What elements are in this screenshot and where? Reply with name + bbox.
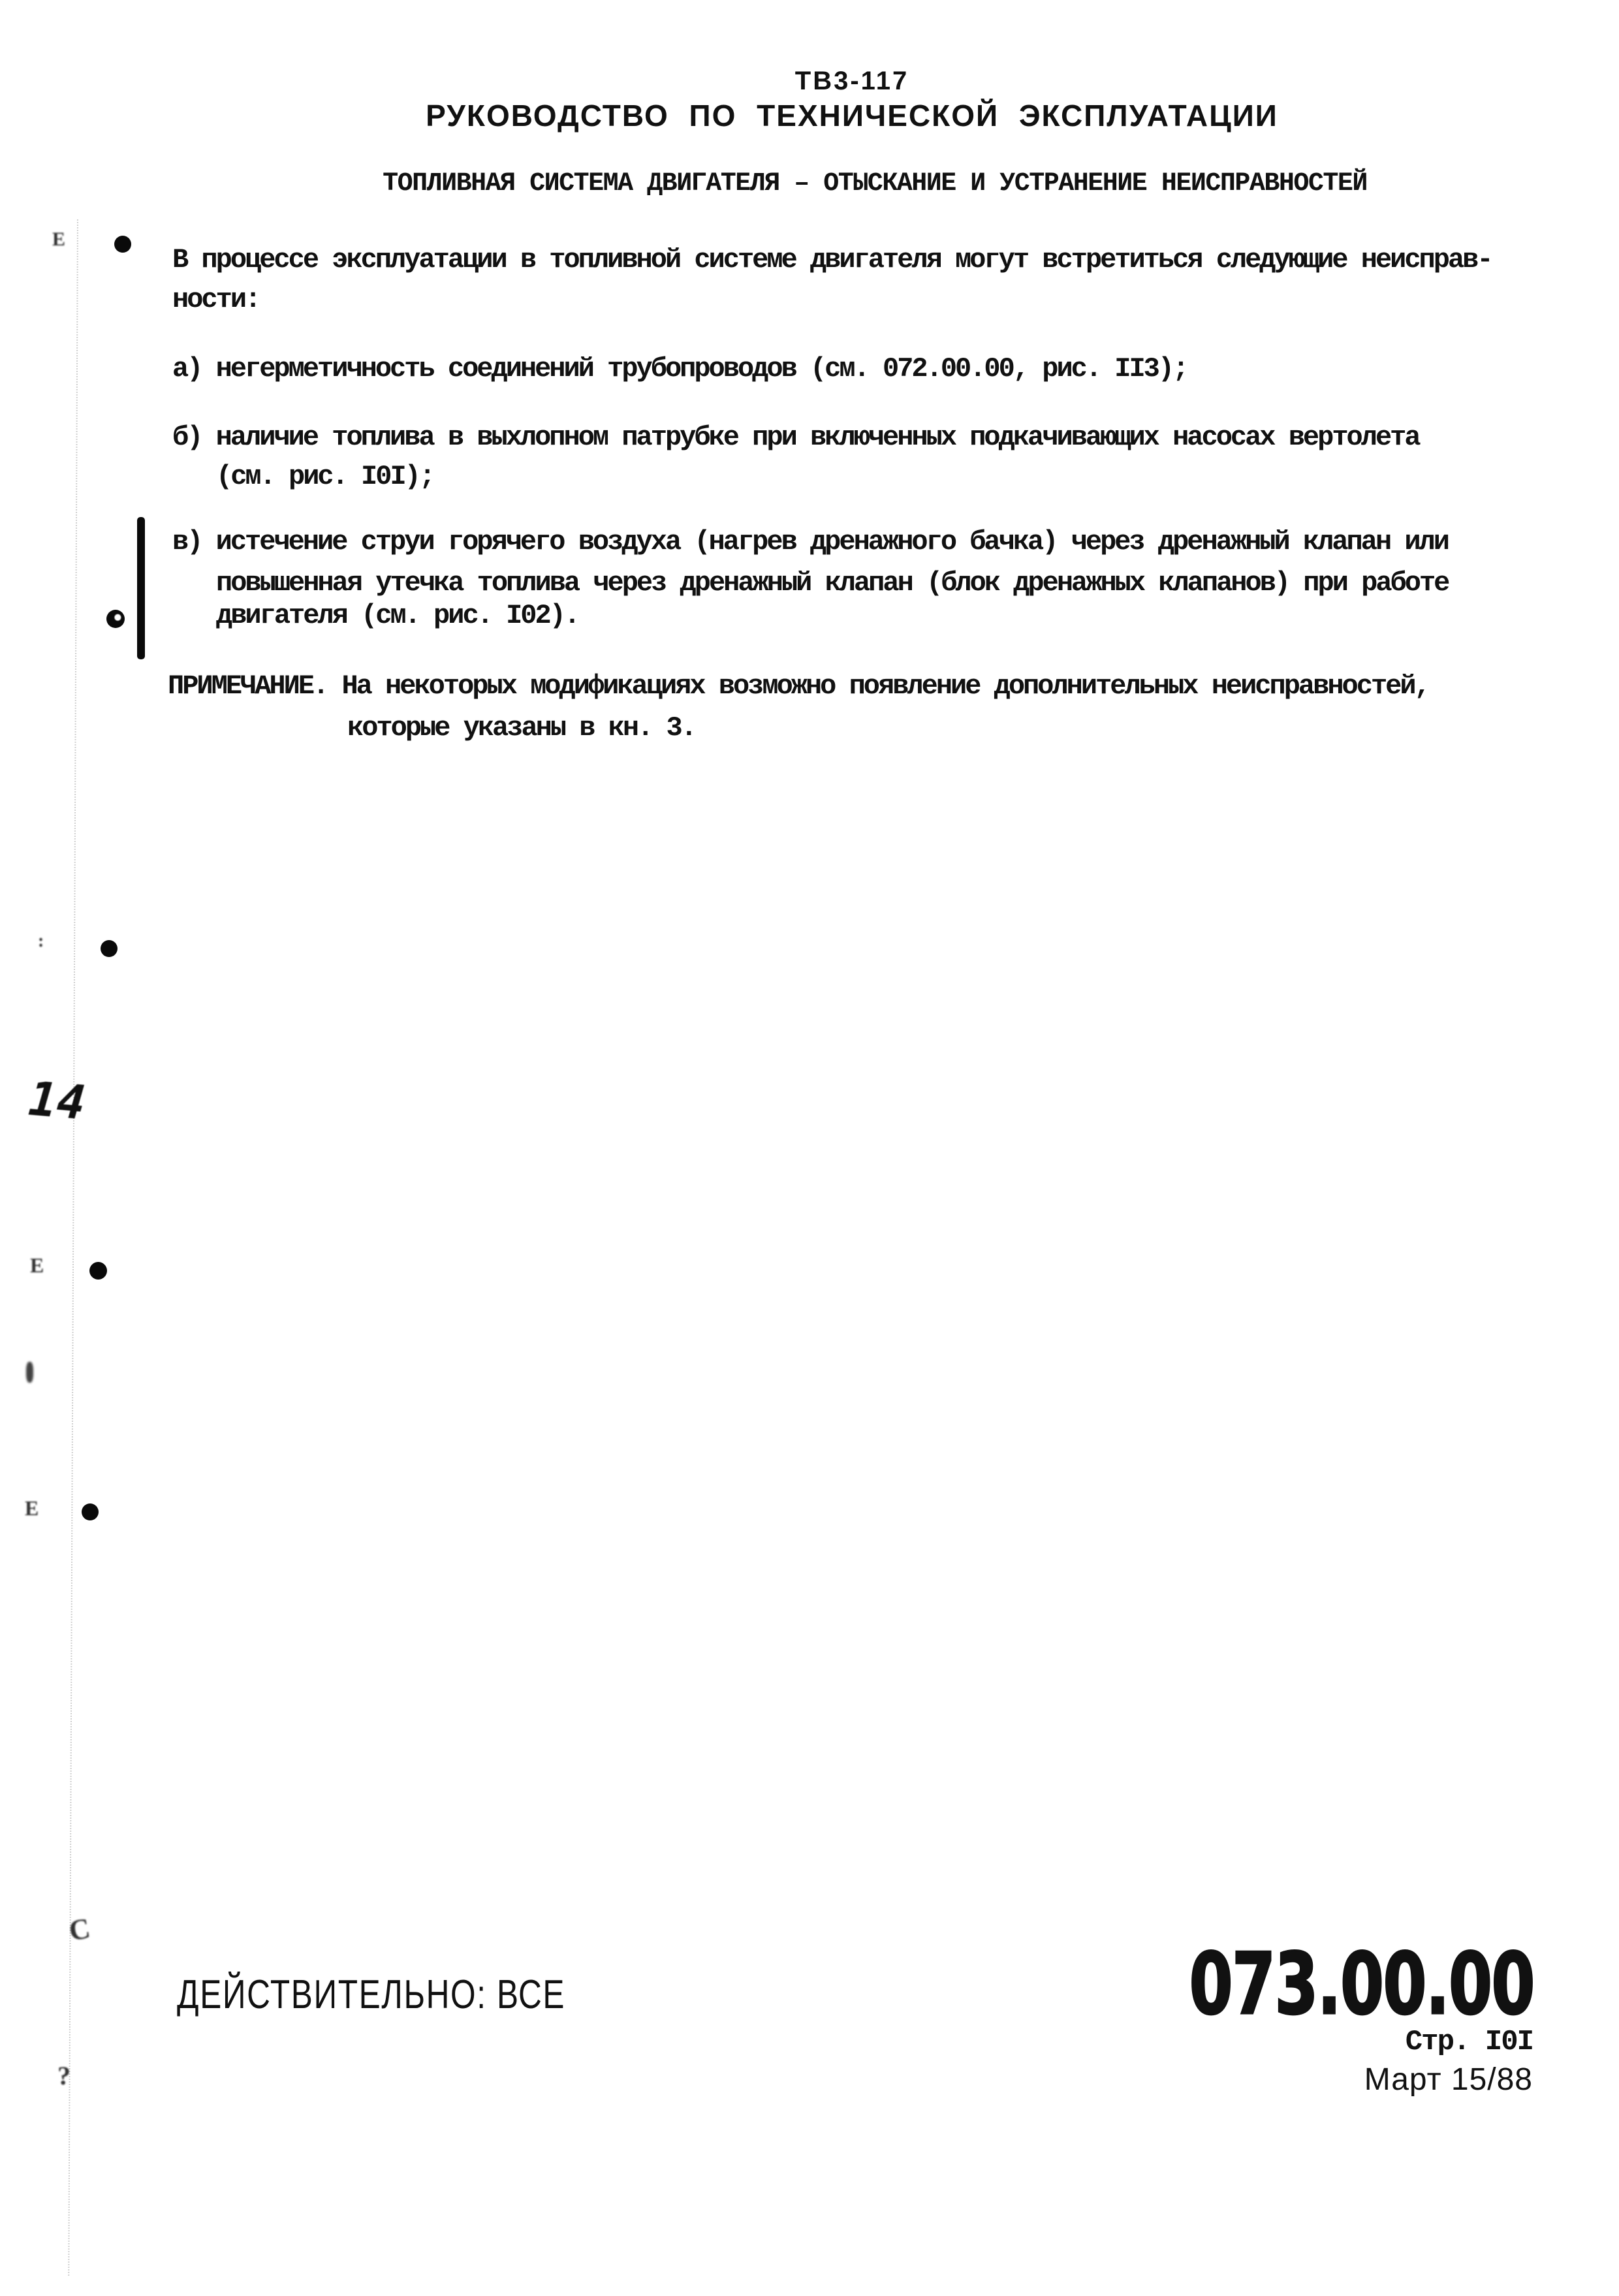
- fault-item-v-line-2: повышенная утечка топлива через дренажный клапан (блок дренажных клапанов) при работе: [216, 567, 1449, 599]
- fault-item-b-line-1: б) наличие топлива в выхлопном патрубке при включенных подкачивающих насосах вертолета: [172, 422, 1419, 453]
- note-line-1: ПРИМЕЧАНИЕ. На некоторых модификациях возможно появление дополнительных неисправностей,: [168, 670, 1429, 702]
- ink-dot: [82, 1503, 99, 1520]
- fault-item-b-line-2: (см. рис. I0I);: [216, 461, 434, 492]
- handwritten-number: 14: [26, 1071, 88, 1131]
- fault-item-a: а) негерметичность соединений трубопроводов (см. 072.00.00, рис. II3);: [172, 353, 1187, 385]
- change-bar: [137, 517, 145, 659]
- page-number: Стр. I0I: [1405, 2026, 1533, 2058]
- fault-item-v-line-3: двигателя (см. рис. I02).: [216, 600, 579, 631]
- ink-smudge: Е: [25, 1496, 39, 1520]
- revision-date: Март 15/88: [1364, 2062, 1533, 2097]
- doc-subtitle: ТОПЛИВНАЯ СИСТЕМА ДВИГАТЕЛЯ – ОТЫСКАНИЕ И УСТРАНЕНИЕ НЕИСПРАВНОСТЕЙ: [383, 169, 1367, 198]
- fault-item-v-line-1: в) истечение струи горячего воздуха (нагрев дренажного бачка) через дренажный клапан или: [172, 526, 1448, 558]
- doc-title: РУКОВОДСТВО ПО ТЕХНИЧЕСКОЙ ЭКСПЛУАТАЦИИ: [426, 99, 1278, 133]
- intro-line-1: В процессе эксплуатации в топливной системе двигателя могут встретиться следующие неисправ-: [172, 244, 1492, 275]
- doc-code: ТВ3-117: [794, 67, 909, 95]
- fold-line: [68, 219, 78, 2276]
- scan-mark-crescent: C: [66, 1911, 93, 1947]
- ink-smudge: Е: [30, 1253, 44, 1277]
- effectivity-label: ДЕЙСТВИТЕЛЬНО: ВСЕ: [177, 1972, 566, 2017]
- ink-dot: [106, 610, 125, 628]
- ata-chapter-number: 073.00.00: [1189, 1934, 1534, 2034]
- ink-dot: [114, 236, 131, 253]
- ink-dot: [101, 940, 118, 957]
- note-line-2: которые указаны в кн. 3.: [347, 712, 695, 744]
- ink-smudge: Е: [52, 228, 66, 250]
- ink-dot: [89, 1262, 107, 1280]
- scan-mark-question: ?: [57, 2061, 71, 2090]
- intro-line-2: ности:: [172, 284, 260, 315]
- ink-smudge: :: [38, 931, 44, 951]
- ink-smudge: [26, 1362, 33, 1383]
